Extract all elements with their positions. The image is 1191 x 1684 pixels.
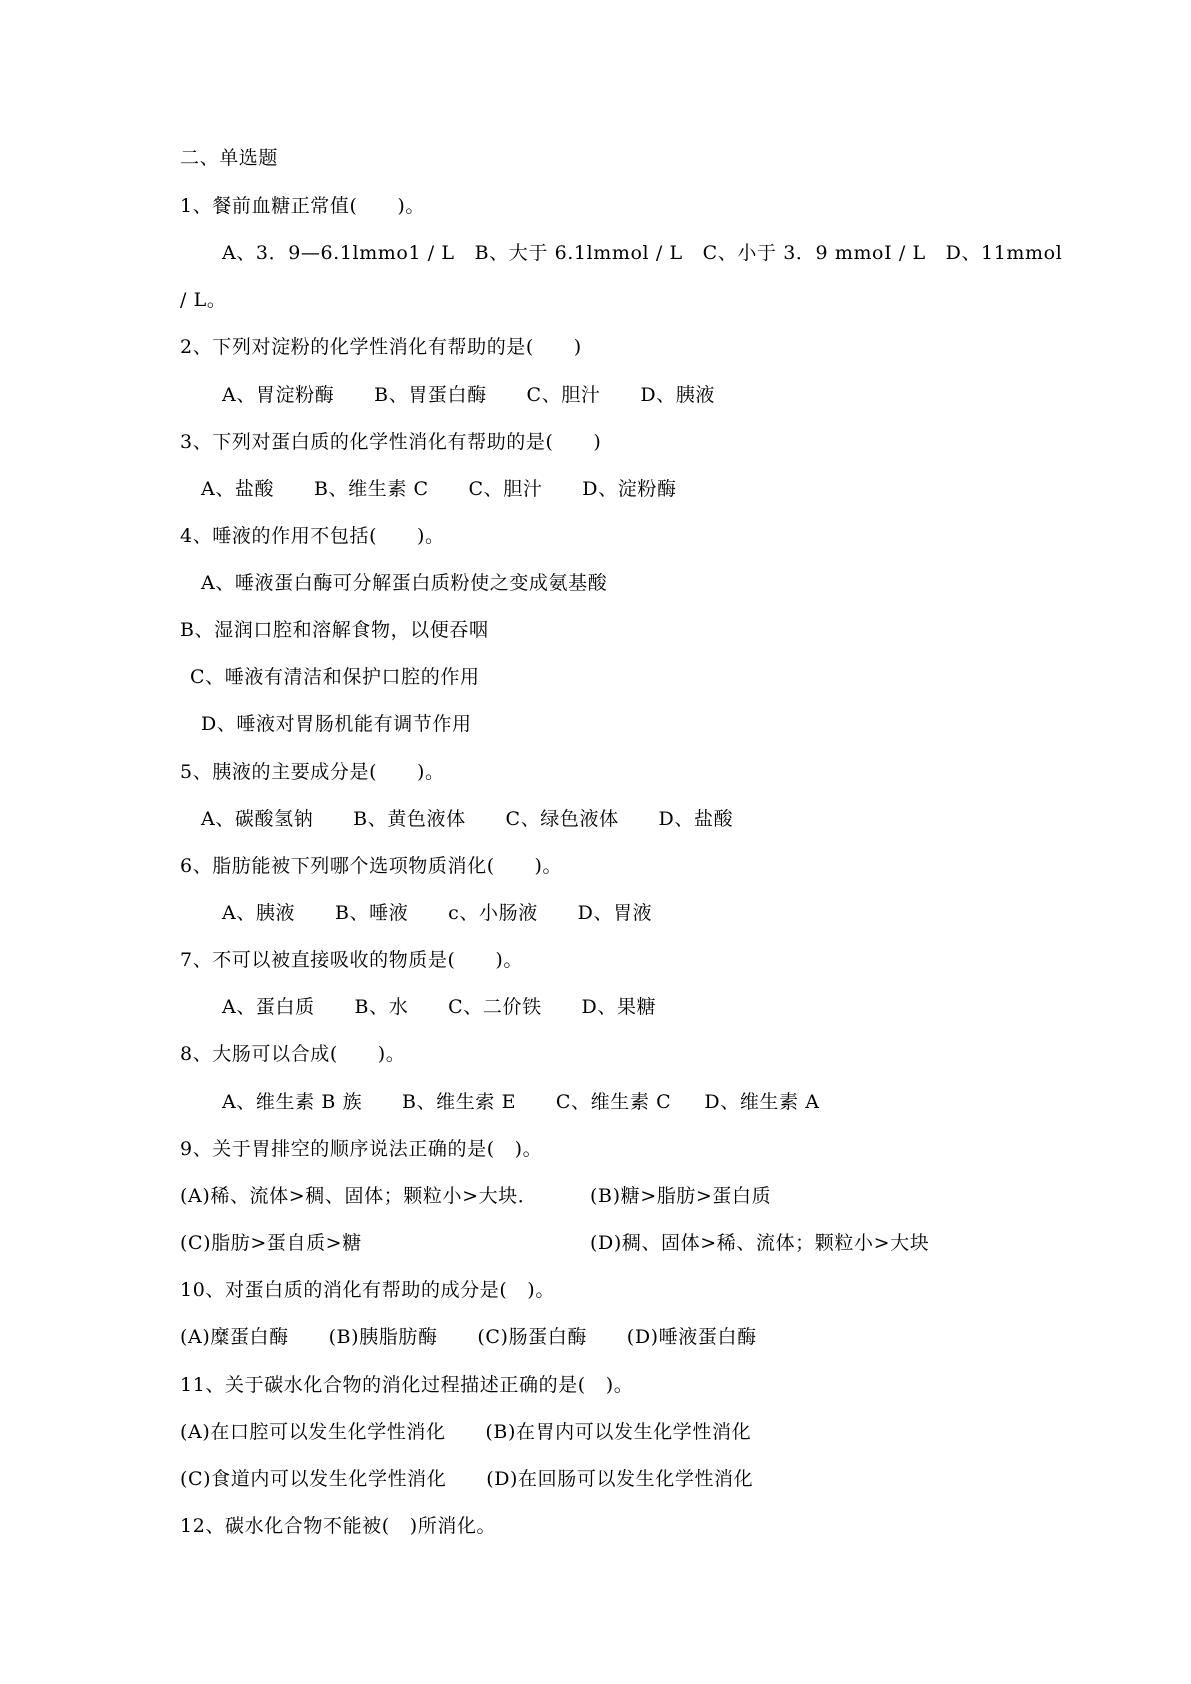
question-10: 10、对蛋白质的消化有帮助的成分是( )。 xyxy=(180,1279,555,1301)
question-12: 12、碳水化合物不能被( )所消化。 xyxy=(180,1515,497,1537)
question-4-option-c: C、唾液有清洁和保护口腔的作用 xyxy=(190,666,480,688)
question-4: 4、唾液的作用不包括( )。 xyxy=(180,525,445,547)
question-1-options: A、3．9—6.1lmmo1 / L B、大于 6.1lmmol / L C、小于 3．9 mmoI / L D、11mmol xyxy=(222,242,1063,264)
question-9-option-c: (C)脂肪>蛋自质>糖 xyxy=(180,1232,362,1254)
question-8-options: A、维生素 B 族 B、维生索 E C、维生素 C D、维生素 A xyxy=(222,1091,820,1113)
section-title: 二、单选题 xyxy=(180,147,279,169)
question-2-options: A、胃淀粉酶 B、胃蛋白酶 C、胆汁 D、胰液 xyxy=(222,384,715,406)
question-2: 2、下列对淀粉的化学性消化有帮助的是( ) xyxy=(180,336,582,358)
question-5: 5、胰液的主要成分是( )。 xyxy=(180,761,445,783)
question-11-options-ab: (A)在口腔可以发生化学性消化 (B)在胃内可以发生化学性消化 xyxy=(180,1421,752,1443)
question-9-option-a: (A)稀、流体>稠、固体；颗粒小>大块． xyxy=(180,1185,538,1207)
question-3: 3、下列对蛋白质的化学性消化有帮助的是( ) xyxy=(180,431,602,453)
question-7: 7、不可以被直接吸收的物质是( )。 xyxy=(180,949,523,971)
question-6: 6、脂肪能被下列哪个选项物质消化( )。 xyxy=(180,855,563,877)
question-8: 8、大肠可以合成( )。 xyxy=(180,1043,406,1065)
question-3-options: A、盐酸 B、维生素 C C、胆汁 D、淀粉酶 xyxy=(201,478,677,500)
question-4-option-d: D、唾液对胃肠机能有调节作用 xyxy=(201,713,472,735)
question-4-option-a: A、唾液蛋白酶可分解蛋白质粉使之变成氨基酸 xyxy=(201,572,608,594)
question-1: 1、餐前血糖正常值( )。 xyxy=(180,195,425,217)
question-1-options-continued: / L。 xyxy=(180,289,227,311)
question-5-options: A、碳酸氢钠 B、黄色液体 C、绿色液体 D、盐酸 xyxy=(201,808,734,830)
question-7-options: A、蛋白质 B、水 C、二价铁 D、果糖 xyxy=(222,996,657,1018)
question-10-options: (A)糜蛋白酶 (B)胰脂肪酶 (C)肠蛋白酶 (D)唾液蛋白酶 xyxy=(180,1326,757,1348)
question-4-option-b: B、湿润口腔和溶解食物，以便吞咽 xyxy=(180,619,489,641)
question-6-options: A、胰液 B、唾液 c、小肠液 D、胃液 xyxy=(222,902,653,924)
question-9-option-d: (D)稠、固体>稀、流体；颗粒小>大块 xyxy=(590,1232,930,1254)
question-11: 11、关于碳水化合物的消化过程描述正确的是( )。 xyxy=(180,1374,634,1396)
question-9-option-b: (B)糖>脂肪>蛋白质 xyxy=(590,1185,772,1207)
question-11-options-cd: (C)食道内可以发生化学性消化 (D)在回肠可以发生化学性消化 xyxy=(180,1468,754,1490)
question-9: 9、关于胃排空的顺序说法正确的是( )。 xyxy=(180,1138,543,1160)
